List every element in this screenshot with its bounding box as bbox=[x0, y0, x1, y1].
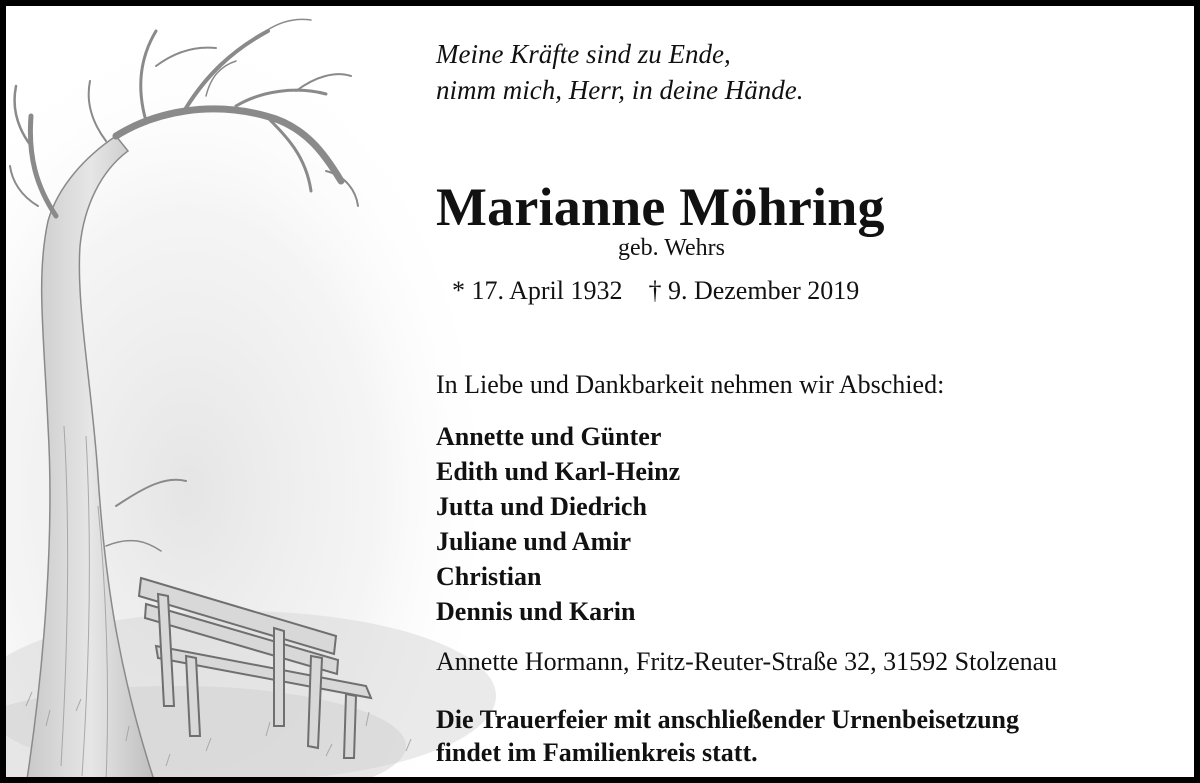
farewell-text: In Liebe und Dankbarkeit nehmen wir Abschied: bbox=[436, 370, 945, 399]
mourner-item: Annette und Günter bbox=[436, 422, 662, 451]
ceremony-line-2: findet im Familienkreis statt. bbox=[436, 738, 758, 767]
birth-date: * 17. April 1932 bbox=[452, 276, 623, 305]
mourner-item: Edith und Karl-Heinz bbox=[436, 457, 681, 486]
ceremony-note bbox=[436, 703, 1019, 769]
mourner-item: Juliane und Amir bbox=[436, 527, 632, 556]
death-date: † 9. Dezember 2019 bbox=[648, 276, 860, 305]
born-name: geb. Wehrs bbox=[618, 235, 725, 261]
verse-line-1: Meine Kräfte sind zu Ende, bbox=[436, 39, 731, 69]
verse-line-2: nimm mich, Herr, in deine Hände. bbox=[436, 75, 804, 105]
verse bbox=[436, 36, 803, 108]
life-dates bbox=[452, 274, 859, 308]
mourner-item: Dennis und Karin bbox=[436, 597, 636, 626]
mourner-item: Christian bbox=[436, 562, 542, 591]
mourner-item: Jutta und Diedrich bbox=[436, 492, 647, 521]
deceased-name: Marianne Möhring bbox=[436, 177, 885, 237]
ceremony-line-1: Die Trauerfeier mit anschließender Urnenbeisetzung bbox=[436, 705, 1020, 734]
contact-address: Annette Hormann, Fritz-Reuter-Straße 32, 31592 Stolzenau bbox=[436, 647, 1058, 676]
mourner-list bbox=[436, 419, 680, 629]
